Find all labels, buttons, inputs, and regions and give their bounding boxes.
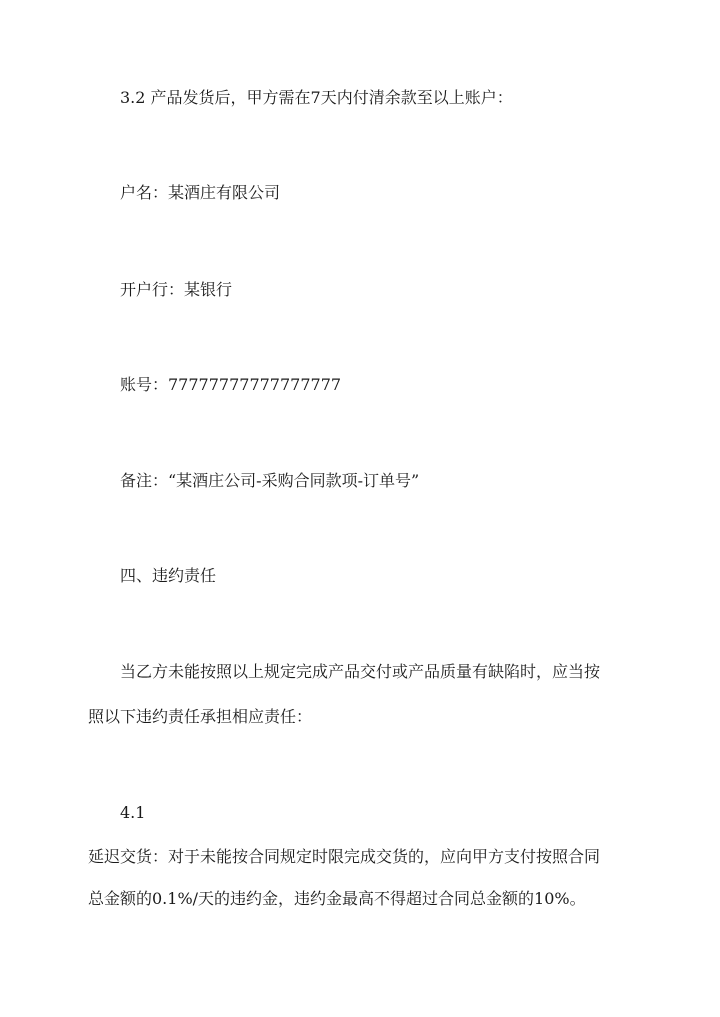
clause-4-1-number: 4.1 <box>120 803 146 822</box>
clause-4-1-line-2: 总金额的0.1%/天的违约金，违约金最高不得超过合同总金额的10%。 <box>88 889 586 908</box>
account-number-text: 账号：77777777777777777 <box>120 375 342 394</box>
clause-3-2-text: 3.2 产品发货后，甲方需在7天内付清余款至以上账户： <box>120 88 513 107</box>
remark-text: 备注：“某酒庄公司-采购合同款项-订单号” <box>120 471 420 490</box>
clause-4-1-line-1: 延迟交货：对于未能按合同规定时限完成交货的，应向甲方支付按照合同 <box>88 847 601 866</box>
bank-text: 开户行：某银行 <box>120 280 233 299</box>
account-name-text: 户名：某酒庄有限公司 <box>120 183 281 202</box>
section-4-heading: 四、违约责任 <box>120 566 217 585</box>
section-4-intro-line-1: 当乙方未能按照以上规定完成产品交付或产品质量有缺陷时，应当按 <box>120 662 601 681</box>
section-4-intro-line-2: 照以下违约责任承担相应责任： <box>88 707 313 726</box>
